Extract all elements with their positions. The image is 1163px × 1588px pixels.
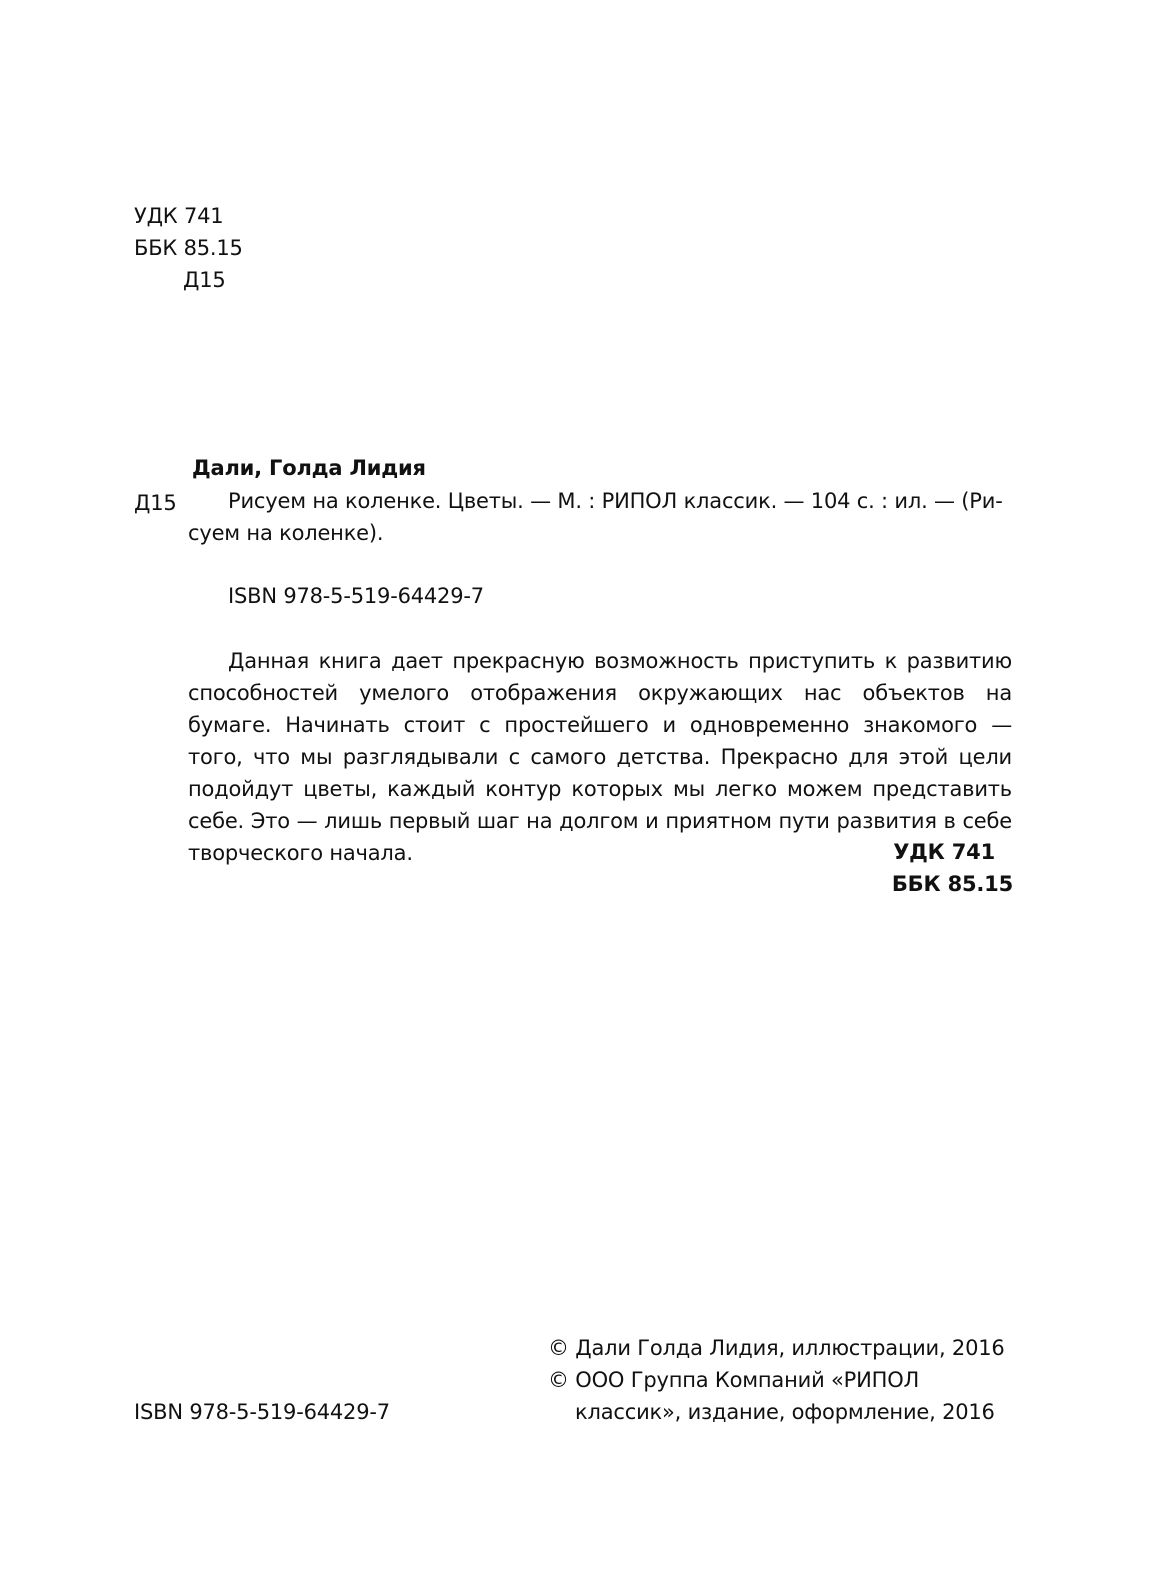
record-bbk: ББК 85.15 <box>891 872 1013 896</box>
footer-isbn: ISBN 978-5-519-64429-7 <box>134 1400 390 1424</box>
copyright-publisher: © ООО Группа Компаний «РИПОЛ <box>548 1368 920 1392</box>
record-description: Рисуем на коленке. Цветы. — М. : РИПОЛ классик. — 104 с. : ил. — (Ри-суем на коленке). <box>188 489 1003 545</box>
udk-code-top: УДК 741 <box>134 204 224 228</box>
author-sign-top: Д15 <box>183 268 226 292</box>
record-udk: УДК 741 <box>893 840 995 864</box>
bbk-code-top: ББК 85.15 <box>134 236 243 260</box>
record-isbn: ISBN 978-5-519-64429-7 <box>228 584 484 608</box>
copyright-publisher-continued: классик», издание, оформление, 2016 <box>575 1400 995 1424</box>
record-author-sign: Д15 <box>134 491 177 515</box>
copyright-illustrations: © Дали Голда Лидия, иллюстрации, 2016 <box>548 1336 1005 1360</box>
record-author: Дали, Голда Лидия <box>192 456 426 480</box>
annotation-paragraph: Данная книга дает прекрасную возможность приступить к развитию способностей умелого отображения окружающих нас объектов на бумаге. Начинать стоит с простейшего и одновременно знакомого — того, что мы разглядывали с самого детства. Прекрасно для этой цели подойдут цветы, каждый контур которых мы легко можем представить себе. Это — лишь первый шаг на долгом и приятном пути развития в себе творческого начала. <box>188 649 1012 865</box>
